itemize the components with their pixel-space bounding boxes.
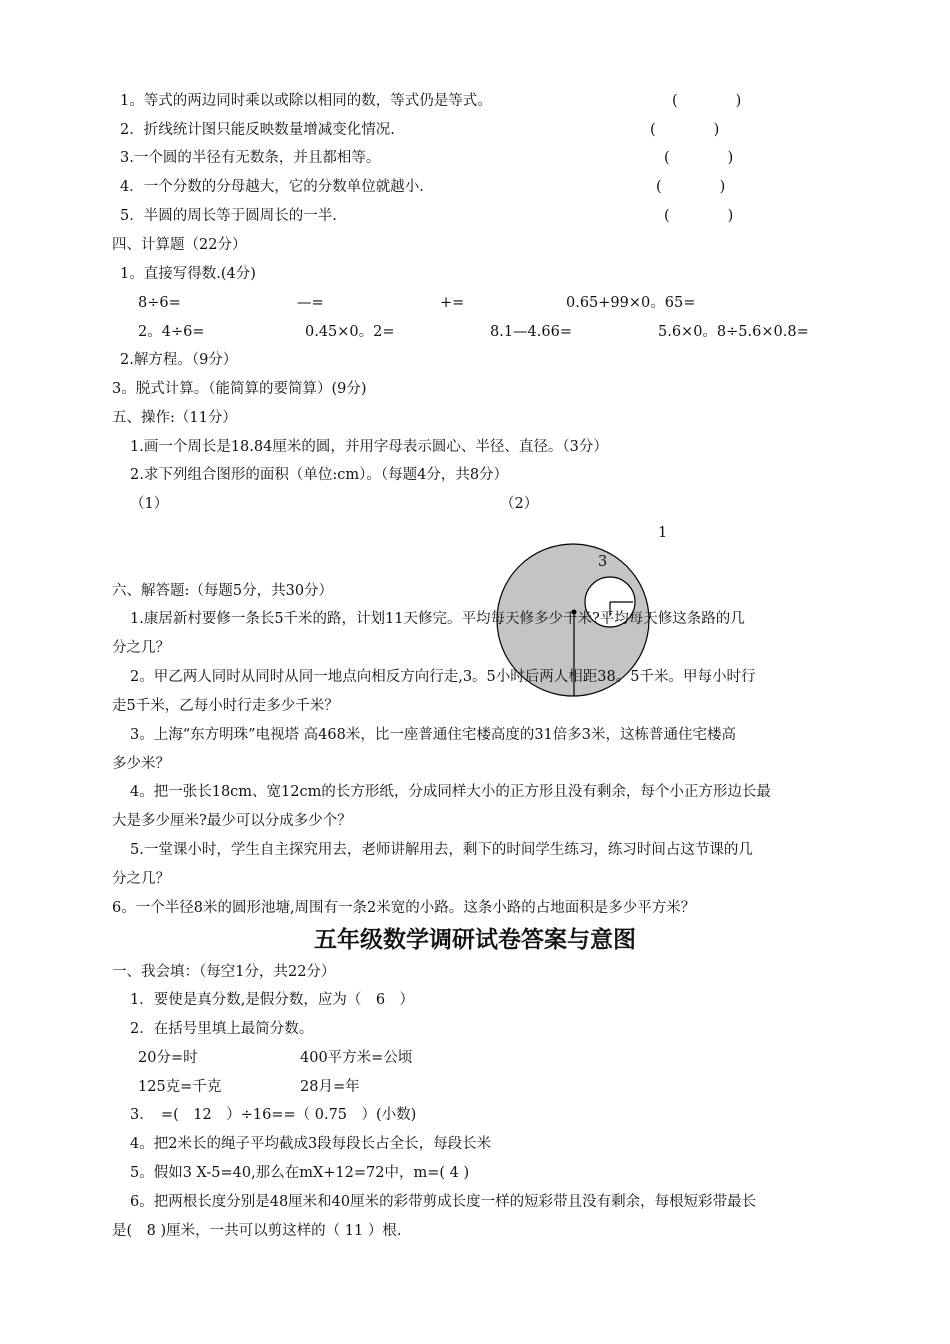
answer-q3: 3． =( 12 ）÷16==（ 0.75 ）(小数): [130, 1107, 417, 1123]
judgment-item-5: 5．半圆的周长等于圆周长的一半.: [120, 208, 337, 224]
answer-q1: 1．要使是真分数,是假分数，应为（ 6 ）: [130, 992, 415, 1008]
solve-line: 2。甲乙两人同时从同时从同一地点向相反方向行走,3。5小时后两人相距38。5千米。甲每小时行: [130, 669, 756, 685]
judgment-paren-1: ( ): [672, 93, 742, 109]
calc-heading: 四、计算题（22分）: [112, 237, 247, 253]
solve-line: 6。一个半径8米的圆形池塘,周围有一条2米宽的小路。这条小路的占地面积是多少平方米？: [112, 900, 696, 916]
answer-q6-line1: 6。把两根长度分别是48厘米和40厘米的彩带剪成长度一样的短彩带且没有剩余，每根短彩带最长: [130, 1194, 757, 1210]
judgment-paren-2: ( ): [650, 122, 720, 138]
figure-dimension-outer: 1: [658, 525, 668, 541]
solve-line: 1.康居新村要修一条长5千米的路，计划11天修完。平均每天修多少千米?平均每天修这条路的几: [130, 611, 745, 627]
operation-heading: 五、操作:（11分）: [112, 410, 237, 426]
judgment-paren-4: ( ): [656, 179, 726, 195]
answer-q5: 5。假如3 X-5=40,那么在mX+12=72中，m=( 4 ): [130, 1165, 470, 1181]
calc-r1-c1: 8÷6=: [138, 295, 181, 311]
answer-q2c: 125克=千克: [138, 1079, 222, 1095]
calc-r1-c4: 0.65+99×0。65=: [566, 295, 696, 311]
operation-item-2: 2.求下列组合图形的面积（单位:cm）。（每题4分，共8分）: [130, 467, 509, 483]
calc-sub3: 3。脱式计算。（能简算的要简算）(9分): [112, 381, 367, 397]
figure-label-2: （2）: [500, 496, 539, 512]
calc-r1-c2: —=: [297, 295, 324, 311]
answer-q2a: 20分=时: [138, 1050, 198, 1066]
answer-q2b: 400平方米=公顷: [300, 1050, 413, 1066]
solve-line: 分之几？: [112, 871, 170, 887]
answer-q4: 4。把2米长的绳子平均截成3段每段长占全长，每段长米: [130, 1136, 492, 1152]
operation-item-1: 1.画一个周长是18.84厘米的圆，并用字母表示圆心、半径、直径。（3分）: [130, 439, 608, 455]
calc-r2-c2: 0.45×0。2=: [305, 324, 395, 340]
figure-dimension-inner: 3: [598, 554, 608, 570]
judgment-item-2: 2．折线统计图只能反映数量增减变化情况.: [120, 122, 395, 138]
calc-r2-c3: 8.1—4.66=: [490, 324, 572, 340]
answer-q2d: 28月=年: [300, 1079, 360, 1095]
answers-title: 五年级数学调研试卷答案与意图: [314, 927, 636, 953]
solve-line: 5.一堂课小时，学生自主探究用去，老师讲解用去，剩下的时间学生练习，练习时间占这节课的几: [130, 842, 753, 858]
figure-label-1: （1）: [130, 496, 169, 512]
answers-heading: 一、我会填：（每空1分，共22分）: [112, 964, 336, 980]
calc-r1-c3: +=: [440, 295, 465, 311]
solve-line: 多少米？: [112, 756, 170, 772]
calc-sub1: 1。直接写得数.(4分): [120, 266, 256, 282]
solve-heading: 六、解答题:（每题5分，共30分）: [112, 583, 334, 599]
judgment-item-1: 1。等式的两边同时乘以或除以相同的数，等式仍是等式。: [120, 93, 492, 109]
answer-q2: 2．在括号里填上最简分数。: [130, 1021, 314, 1037]
solve-line: 分之几？: [112, 640, 170, 656]
solve-line: 走5千米，乙每小时行走多少千米？: [112, 698, 339, 714]
calc-r2-c4: 5.6×0。8÷5.6×0.8=: [658, 324, 809, 340]
solve-line: 4。把一张长18cm、宽12cm的长方形纸，分成同样大小的正方形且没有剩余，每个小正方形边长最: [130, 784, 771, 800]
judgment-item-4: 4．一个分数的分母越大，它的分数单位就越小.: [120, 179, 424, 195]
judgment-paren-5: ( ): [664, 208, 734, 224]
calc-r2-c1: 2。4÷6=: [138, 324, 205, 340]
solve-line: 3。上海“东方明珠”电视塔 高468米，比一座普通住宅楼高度的31倍多3米，这栋普通住宅楼高: [130, 727, 737, 743]
solve-line: 大是多少厘米?最少可以分成多少个？: [112, 813, 352, 829]
judgment-item-3: 3.一个圆的半径有无数条，并且都相等。: [120, 150, 381, 166]
calc-sub2: 2.解方程。（9分）: [120, 352, 238, 368]
judgment-paren-3: ( ): [664, 150, 734, 166]
answer-q6-line2: 是( 8 )厘米，一共可以剪这样的（ 11 ）根.: [112, 1223, 402, 1239]
